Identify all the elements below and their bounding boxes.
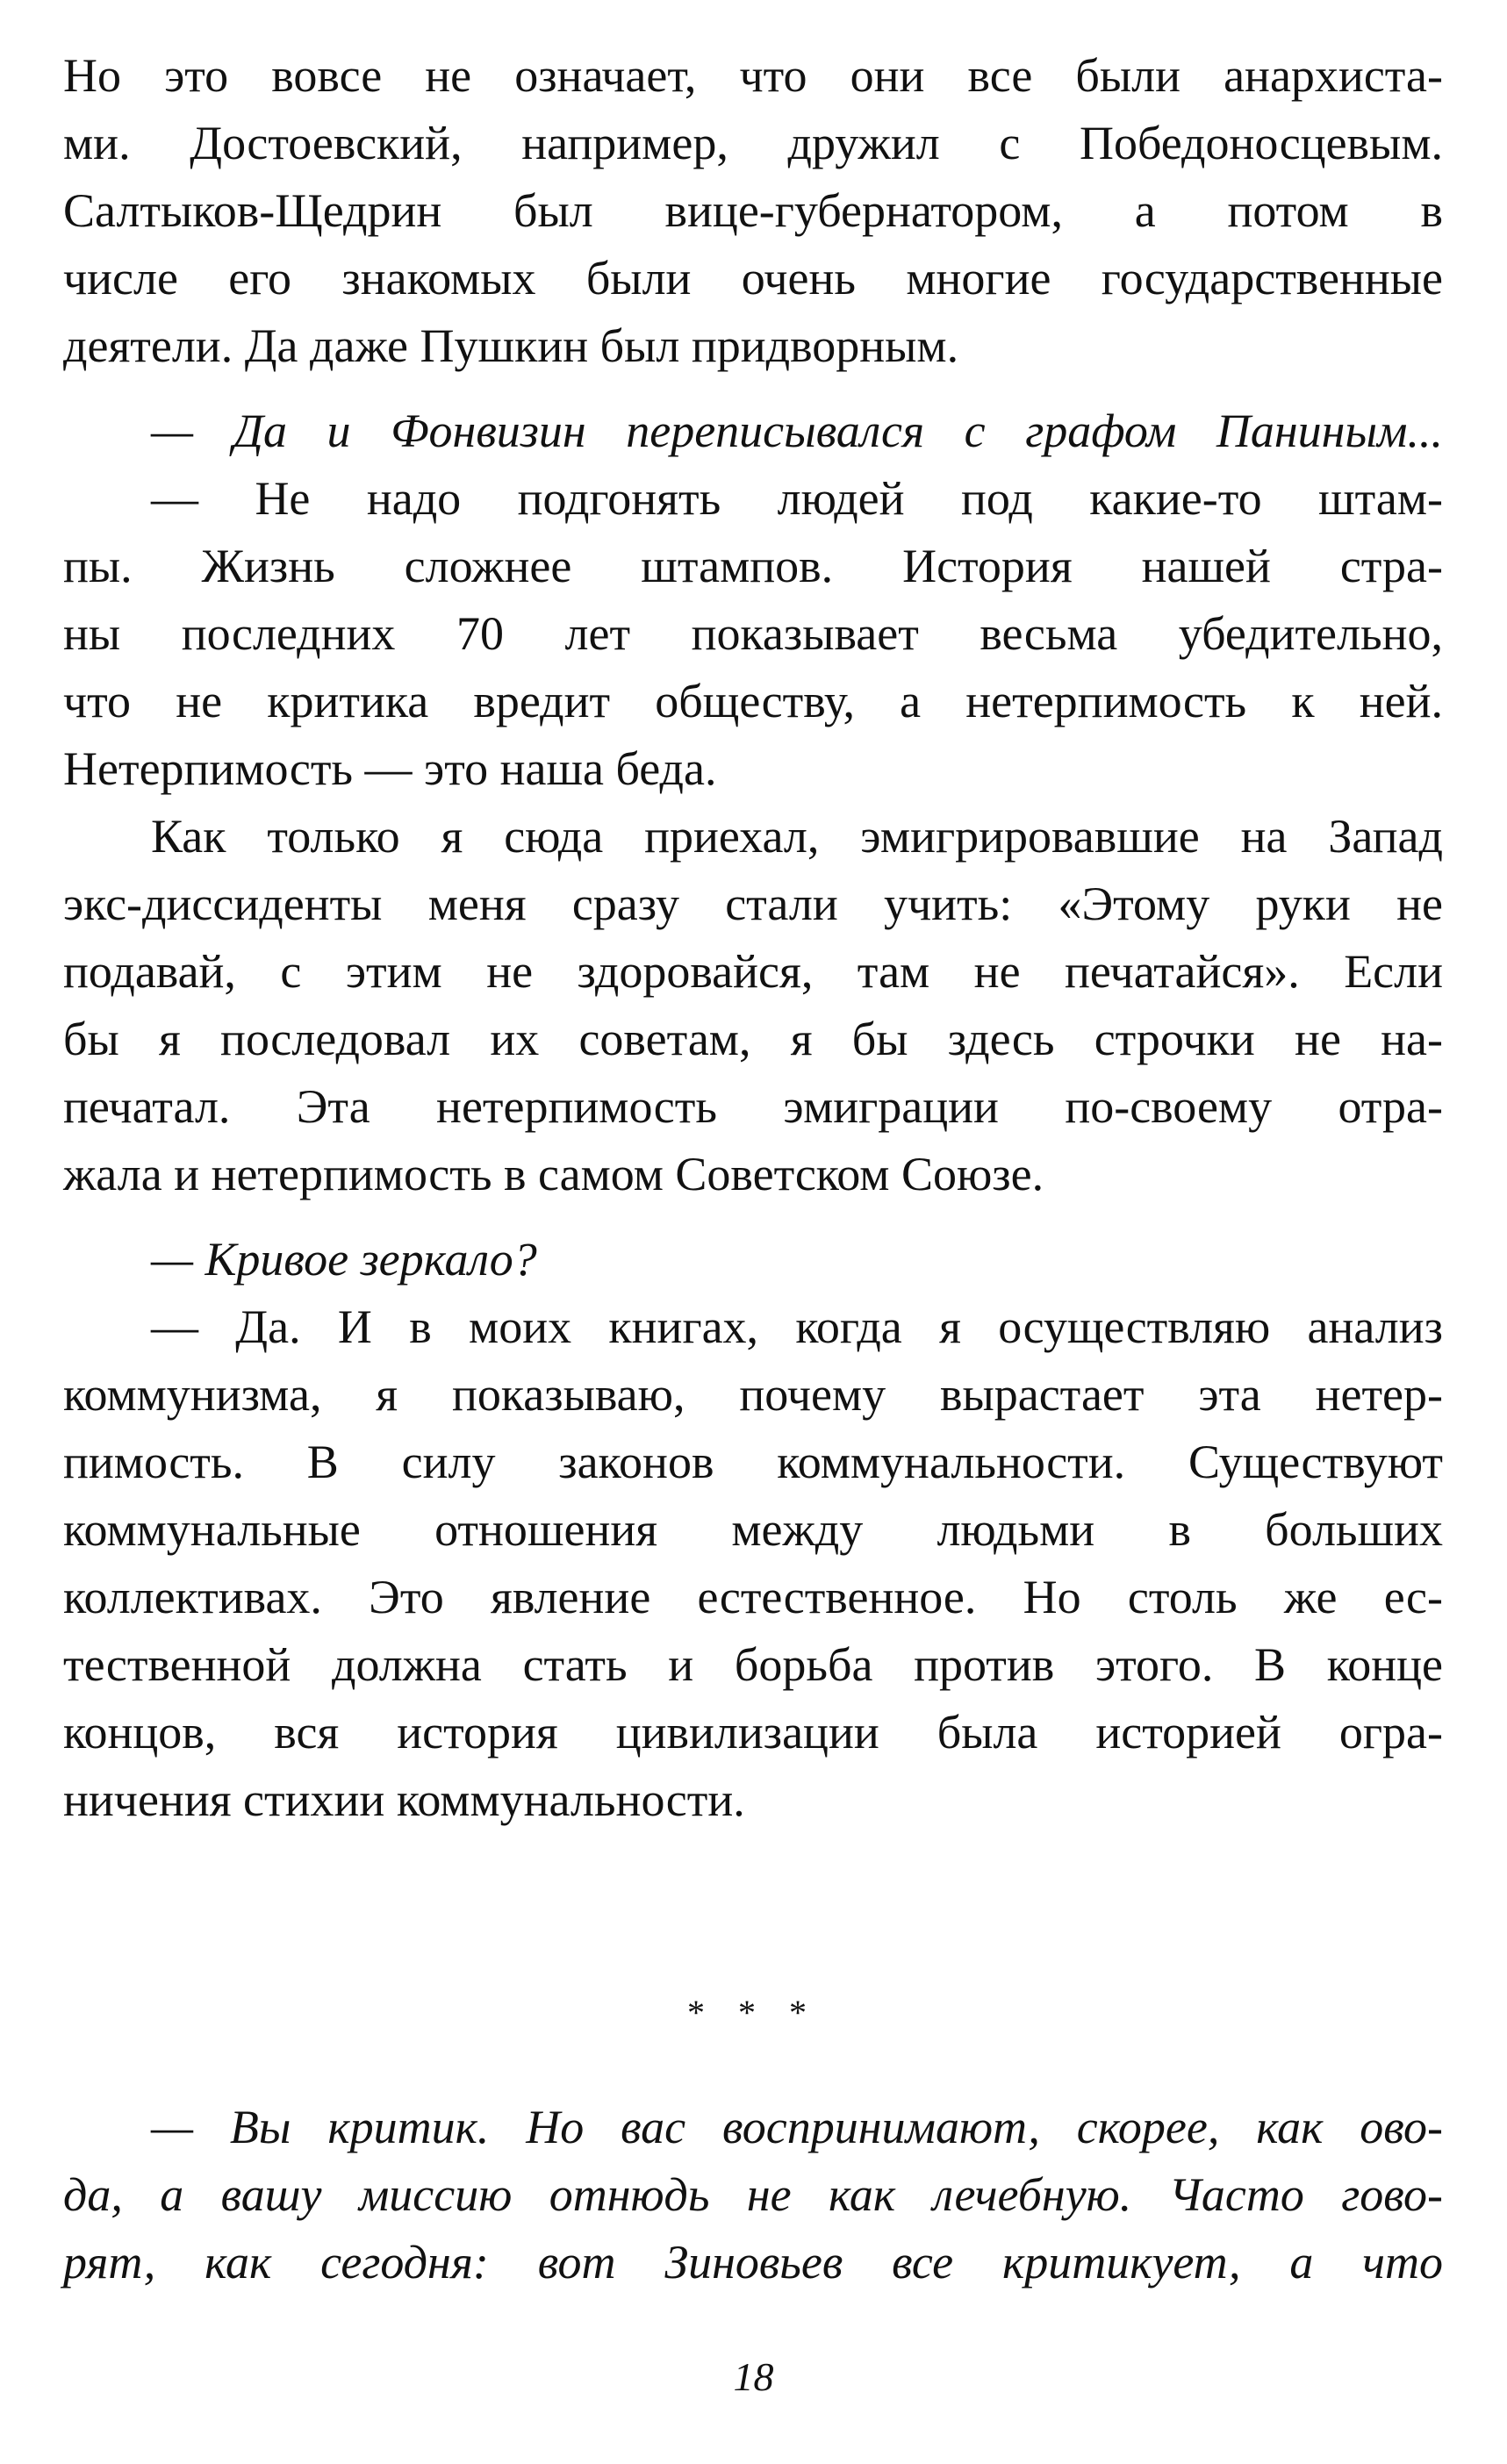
text-line: коммунизма, я показываю, почему вырастает эта нетер- bbox=[63, 1368, 1443, 1421]
text-line: Как только я сюда приехал, эмигрировавшие на Запад bbox=[151, 810, 1443, 863]
question-3 bbox=[63, 2094, 1443, 2296]
text-line: пы. Жизнь сложнее штампов. История нашей стра- bbox=[63, 540, 1443, 592]
question-1 bbox=[63, 398, 1443, 465]
text-line: печатал. Эта нетерпимость эмиграции по-своему отра- bbox=[63, 1080, 1443, 1133]
text-line: ми. Достоевский, например, дружил с Победоносцевым. bbox=[63, 117, 1443, 169]
paragraph-1 bbox=[63, 42, 1443, 380]
section-separator: * * * bbox=[687, 1993, 819, 2032]
text-line: Но это вовсе не означает, что они все были анархиста- bbox=[63, 49, 1443, 102]
text-line: да, а вашу миссию отнюдь не как лечебную. Часто гово- bbox=[63, 2168, 1443, 2221]
text-line: — Да. И в моих книгах, когда я осуществляю анализ bbox=[151, 1300, 1443, 1353]
page-body bbox=[63, 42, 1443, 2289]
text-line: — Вы критик. Но вас воспринимают, скорее, как ово- bbox=[151, 2101, 1443, 2153]
text-line: коллективах. Это явление естественное. Но столь же ес- bbox=[63, 1571, 1443, 1623]
answer-1 bbox=[63, 465, 1443, 803]
page-number: 18 bbox=[733, 2354, 774, 2399]
spacer bbox=[63, 380, 1443, 398]
text-line: коммунальные отношения между людьми в больших bbox=[63, 1503, 1443, 1556]
answer-2 bbox=[63, 1293, 1443, 1834]
text-line: бы я последовал их советам, я бы здесь строчки не на- bbox=[63, 1013, 1443, 1065]
text-line: что не критика вредит обществу, а нетерпимость к ней. bbox=[63, 675, 1443, 727]
text-line: Нетерпимость — это наша беда. bbox=[63, 742, 717, 795]
text-line: рят, как сегодня: вот Зиновьев все критикует, а что bbox=[63, 2236, 1443, 2289]
text-line: — Да и Фонвизин переписывался с графом Паниным... bbox=[151, 405, 1443, 457]
text-line: — Кривое зеркало? bbox=[151, 1233, 537, 1286]
text-line: деятели. Да даже Пушкин был придворным. bbox=[63, 319, 959, 372]
text-line: тественной должна стать и борьба против этого. В конце bbox=[63, 1638, 1443, 1691]
text-line: пимость. В силу законов коммунальности. Существуют bbox=[63, 1436, 1443, 1488]
text-line: экс-диссиденты меня сразу стали учить: «Этому руки не bbox=[63, 877, 1443, 930]
text-line: концов, вся история цивилизации была историей огра- bbox=[63, 1706, 1443, 1758]
text-line: числе его знакомых были очень многие государственные bbox=[63, 252, 1443, 304]
text-line: ны последних 70 лет показывает весьма убедительно, bbox=[63, 607, 1443, 660]
text-line: подавай, с этим не здоровайся, там не печатайся». Если bbox=[63, 945, 1443, 998]
text-line: ничения стихии коммунальности. bbox=[63, 1773, 745, 1826]
paragraph-2 bbox=[63, 803, 1443, 1208]
spacer bbox=[63, 1208, 1443, 1226]
text-line: Салтыков-Щедрин был вице-губернатором, а потом в bbox=[63, 184, 1443, 237]
question-2 bbox=[63, 1226, 1443, 1293]
text-line: жала и нетерпимость в самом Советском Союзе. bbox=[63, 1148, 1044, 1200]
text-line: — Не надо подгонять людей под какие-то штам- bbox=[151, 472, 1443, 525]
